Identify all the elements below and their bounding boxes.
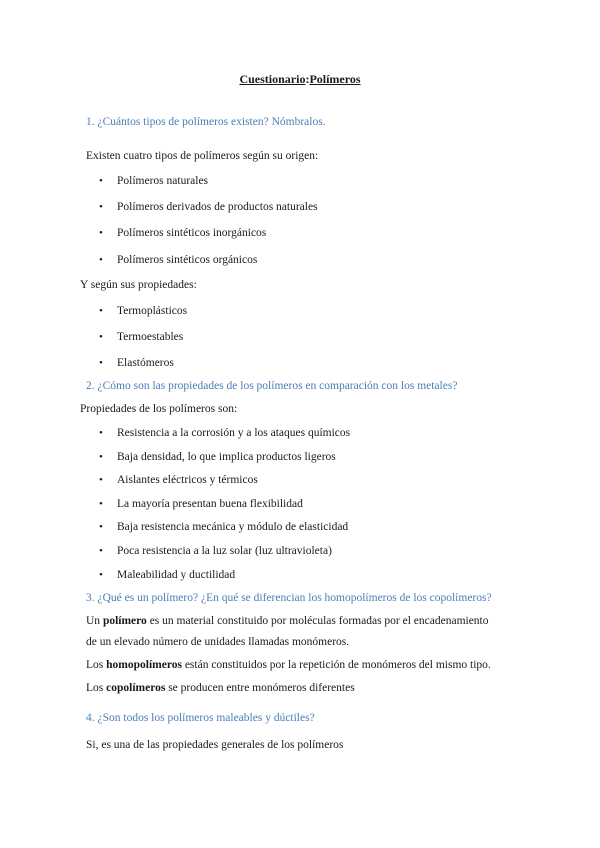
list-item: • Polímeros naturales <box>117 175 208 187</box>
def-rest1: es un material constituido por moléculas formadas por el encadenamiento <box>146 615 489 627</box>
list-item: • Termoestables <box>117 331 183 343</box>
question-4: 4. ¿Son todos los polímeros maleables y dúctiles? <box>86 712 315 724</box>
question-3: 3. ¿Qué es un polímero? ¿En qué se diferencian los homopolímeros de los copolímeros? <box>86 592 492 604</box>
list-item: • Polímeros sintéticos orgánicos <box>117 254 257 266</box>
list-item: • Polímeros sintéticos inorgánicos <box>117 227 266 239</box>
q1-intro2: Y según sus propiedades: <box>80 279 197 291</box>
q3-definition-line1 <box>86 615 489 627</box>
co-pre: Los <box>86 682 107 694</box>
question-2: 2. ¿Cómo son las propiedades de los polímeros en comparación con los metales? <box>86 380 458 392</box>
list-item: • Baja resistencia mecánica y módulo de elasticidad <box>117 521 348 533</box>
def-bold: polímero <box>102 615 147 627</box>
title-separator: : <box>305 72 310 86</box>
list-item: • Maleabilidad y ductilidad <box>117 569 235 581</box>
co-rest: se producen entre monómeros diferentes <box>165 682 355 694</box>
title-part2: Polímeros <box>309 72 361 86</box>
list-item: • Polímeros derivados de productos naturales <box>117 201 318 213</box>
co-bold: copolímeros <box>106 682 166 694</box>
list-item: • Elastómeros <box>117 357 174 369</box>
q1-intro: Existen cuatro tipos de polímeros según su origen: <box>86 150 319 162</box>
q2-intro: Propiedades de los polímeros son: <box>80 403 238 415</box>
q4-answer: Si, es una de las propiedades generales de los polímeros <box>86 739 344 751</box>
list-item: • Aislantes eléctricos y térmicos <box>117 474 258 486</box>
title-part1: Cuestionario <box>239 72 306 86</box>
list-item: • Termoplásticos <box>117 305 187 317</box>
def-pre: Un <box>86 615 103 627</box>
list-item: • Baja densidad, lo que implica productos ligeros <box>117 451 336 463</box>
homo-rest: están constituidos por la repetición de monómeros del mismo tipo. <box>181 659 491 671</box>
homo-pre: Los <box>86 659 107 671</box>
list-item: • La mayoría presentan buena flexibilidad <box>117 498 303 510</box>
list-item: • Poca resistencia a la luz solar (luz ultravioleta) <box>117 545 332 557</box>
page-title <box>0 72 600 87</box>
homo-bold: homopolímeros <box>106 659 182 671</box>
q3-homopolymers <box>86 659 491 671</box>
q3-copolymers <box>86 682 355 694</box>
question-1: 1. ¿Cuántos tipos de polímeros existen? Nómbralos. <box>86 116 326 128</box>
q3-definition-line2: de un elevado número de unidades llamadas monómeros. <box>86 636 350 648</box>
list-item: • Resistencia a la corrosión y a los ataques químicos <box>117 427 350 439</box>
